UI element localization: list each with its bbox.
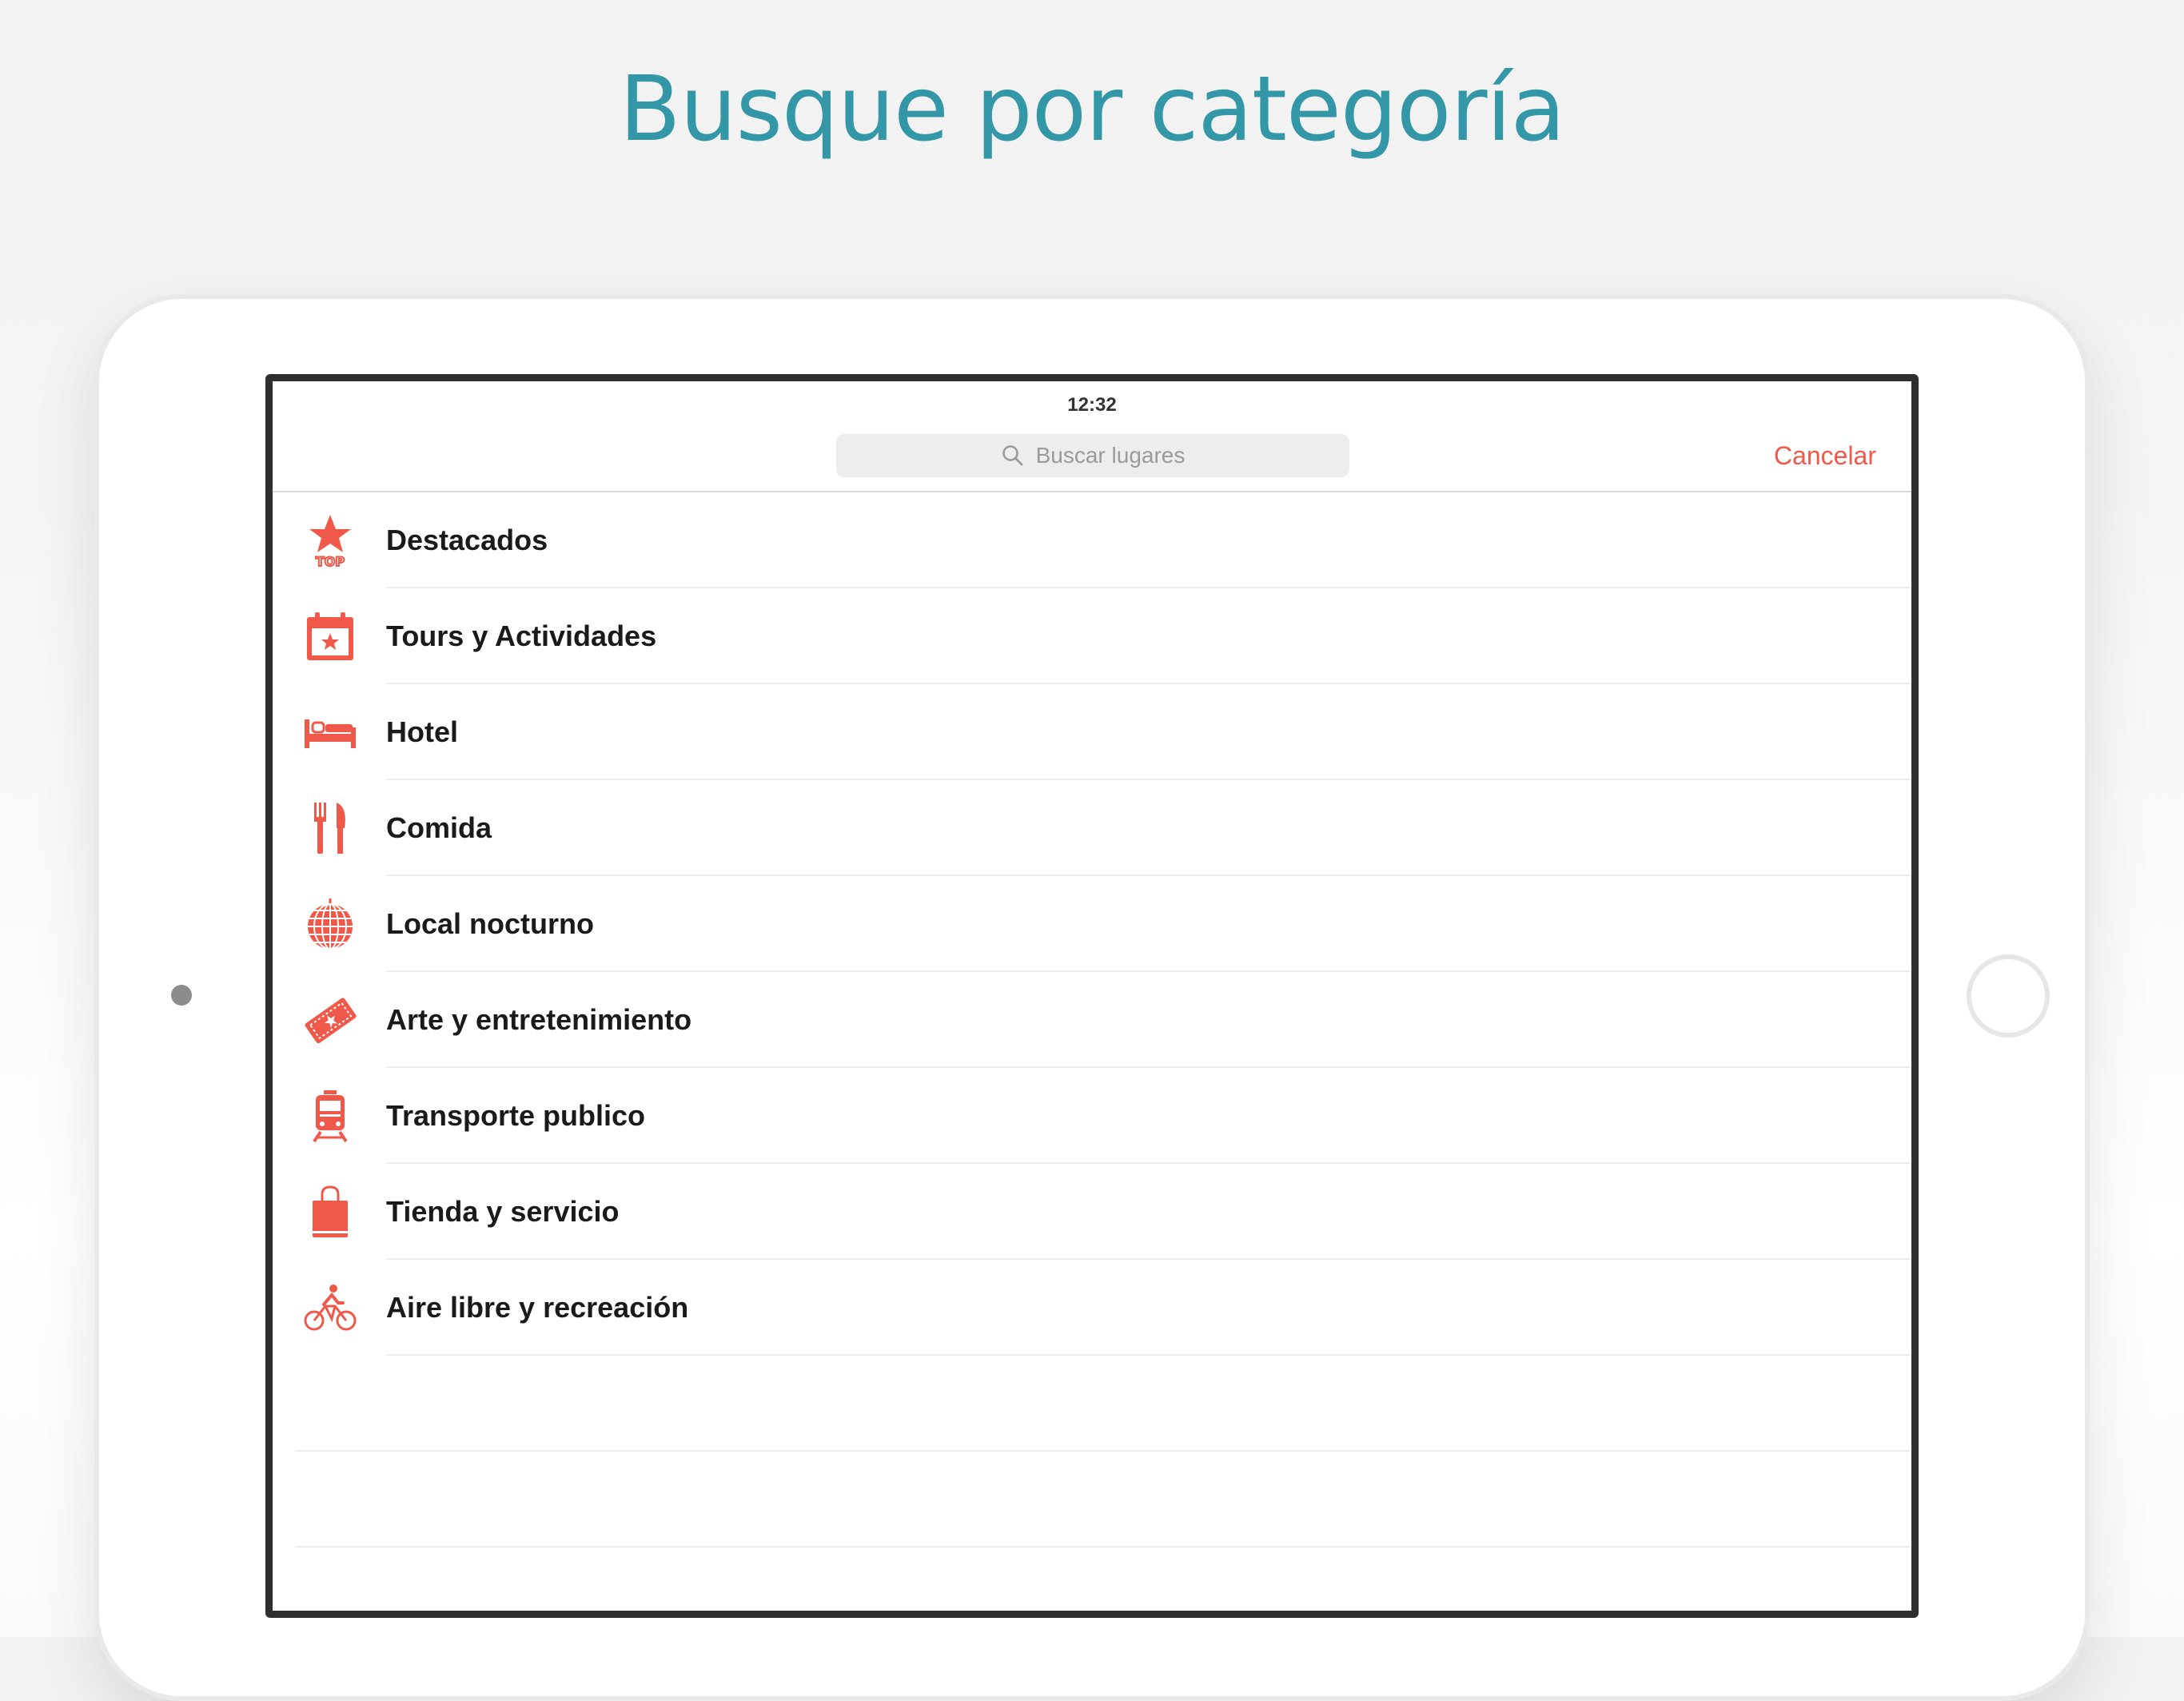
top-star-icon	[303, 513, 357, 568]
category-label: Arte y entretenimiento	[386, 1003, 692, 1036]
search-placeholder: Buscar lugares	[1035, 443, 1186, 468]
train-icon	[303, 1089, 357, 1143]
category-label: Tours y Actividades	[386, 619, 657, 652]
fork-knife-icon	[303, 801, 357, 855]
empty-row	[273, 1452, 1911, 1548]
home-button[interactable]	[1967, 954, 2050, 1038]
bed-icon	[303, 705, 357, 759]
category-label: Local nocturno	[386, 907, 594, 940]
shopping-bag-icon	[303, 1185, 357, 1239]
category-row-local-nocturno[interactable]	[273, 876, 1911, 972]
category-label: Transporte publico	[386, 1099, 646, 1132]
page-headline: Busque por categoría	[619, 58, 1565, 161]
calendar-star-icon	[303, 609, 357, 663]
app-screen	[265, 374, 1919, 1618]
category-row-transporte[interactable]	[273, 1068, 1911, 1164]
category-row-destacados[interactable]	[273, 492, 1911, 588]
search-field[interactable]	[836, 434, 1349, 477]
category-label: Tienda y servicio	[386, 1195, 620, 1228]
category-label: Aire libre y recreación	[386, 1291, 689, 1324]
category-label: Destacados	[386, 524, 548, 556]
empty-row	[273, 1356, 1911, 1452]
search-icon	[1001, 444, 1025, 468]
category-label: Comida	[386, 811, 492, 844]
category-row-aire-libre[interactable]	[273, 1260, 1911, 1356]
category-row-arte[interactable]	[273, 972, 1911, 1068]
camera-dot	[171, 985, 192, 1006]
category-label: Hotel	[386, 715, 458, 748]
category-row-tours[interactable]	[273, 588, 1911, 684]
row-divider	[295, 1546, 1911, 1548]
ticket-icon	[303, 993, 357, 1047]
category-row-comida[interactable]	[273, 780, 1911, 876]
category-list	[273, 492, 1911, 1548]
bicycle-icon	[303, 1281, 357, 1335]
category-row-hotel[interactable]	[273, 684, 1911, 780]
status-bar-time: 12:32	[1067, 394, 1117, 416]
disco-ball-icon	[303, 897, 357, 951]
category-row-tienda[interactable]	[273, 1164, 1911, 1260]
cancel-button[interactable]: Cancelar	[1773, 441, 1876, 470]
svg-text:TOP: TOP	[315, 554, 345, 568]
